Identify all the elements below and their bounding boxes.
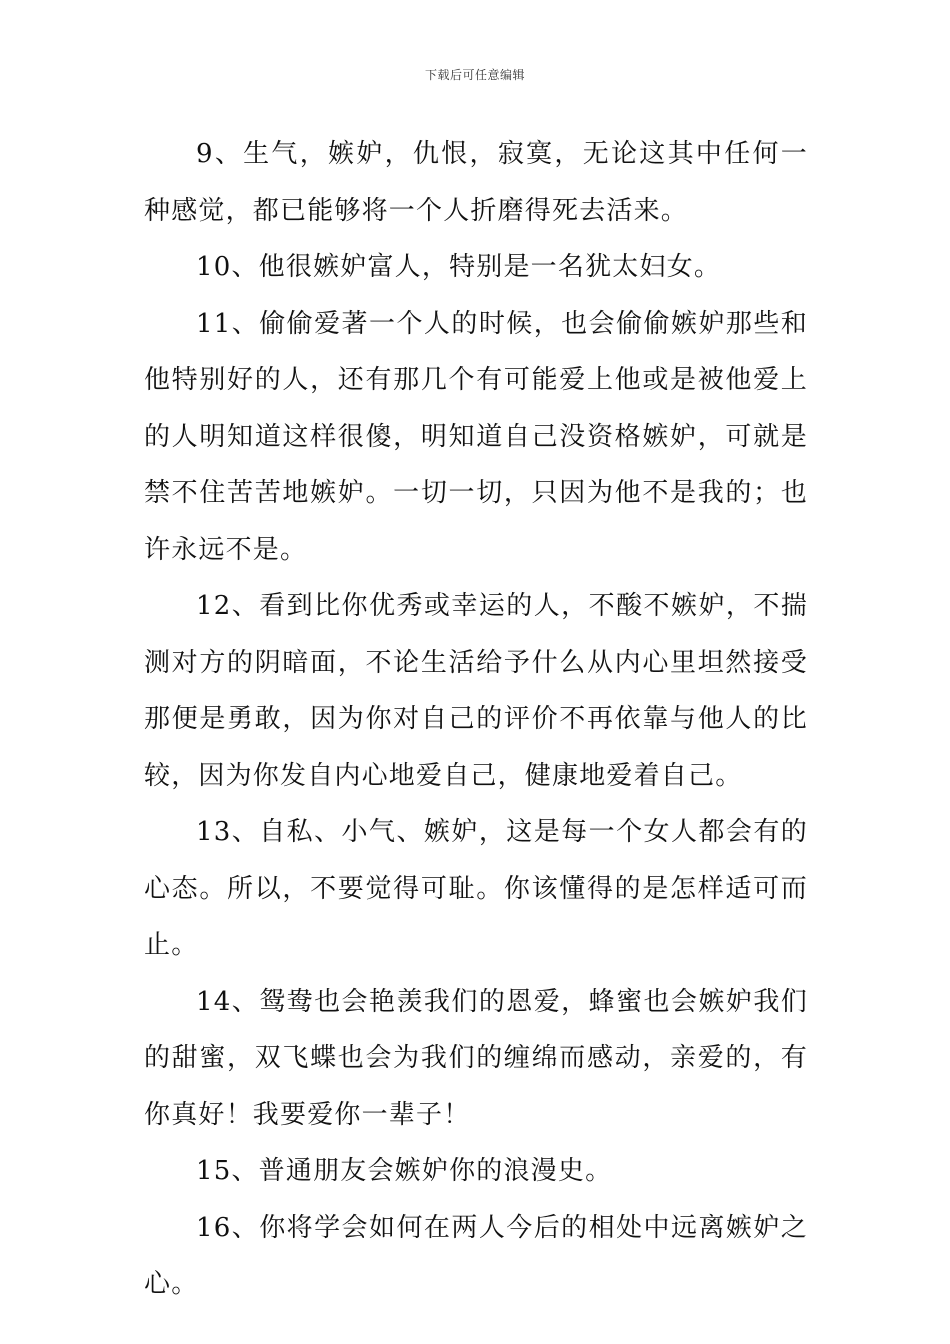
paragraph-12: 12、看到比你优秀或幸运的人，不酸不嫉妒，不揣测对方的阴暗面，不论生活给予什么从内心里坦然接受那便是勇敢，因为你对自己的评价不再依靠与他人的比较，因为你发自内心地爱自己，健康地爱着自己。 <box>144 591 808 791</box>
page-header: 下载后可任意编辑 <box>424 68 525 82</box>
document-body <box>144 126 808 1313</box>
paragraph-9: 9、生气，嫉妒，仇恨，寂寞，无论这其中任何一种感觉，都已能够将一个人折磨得死去活来。 <box>144 139 808 226</box>
paragraph-16: 16、你将学会如何在两人今后的相处中远离嫉妒之心。 <box>144 1212 808 1299</box>
paragraph-13: 13、自私、小气、嫉妒，这是每一个女人都会有的心态。所以，不要觉得可耻。你该懂得的是怎样适可而止。 <box>144 817 808 960</box>
paragraph-14: 14、鸳鸯也会艳羡我们的恩爱，蜂蜜也会嫉妒我们的甜蜜，双飞蝶也会为我们的缠绵而感动，亲爱的，有你真好！我要爱你一辈子！ <box>144 986 808 1130</box>
paragraph-10: 10、他很嫉妒富人，特别是一名犹太妇女。 <box>196 252 722 282</box>
paragraph-11: 11、偷偷爱著一个人的时候，也会偷偷嫉妒那些和他特别好的人，还有那几个有可能爱上他或是被他爱上的人明知道这样很傻，明知道自己没资格嫉妒，可就是禁不住苦苦地嫉妒。一切一切，只因为他不是我的；也许永远不是。 <box>144 308 808 565</box>
paragraph-15: 15、普通朋友会嫉妒你的浪漫史。 <box>196 1156 613 1186</box>
